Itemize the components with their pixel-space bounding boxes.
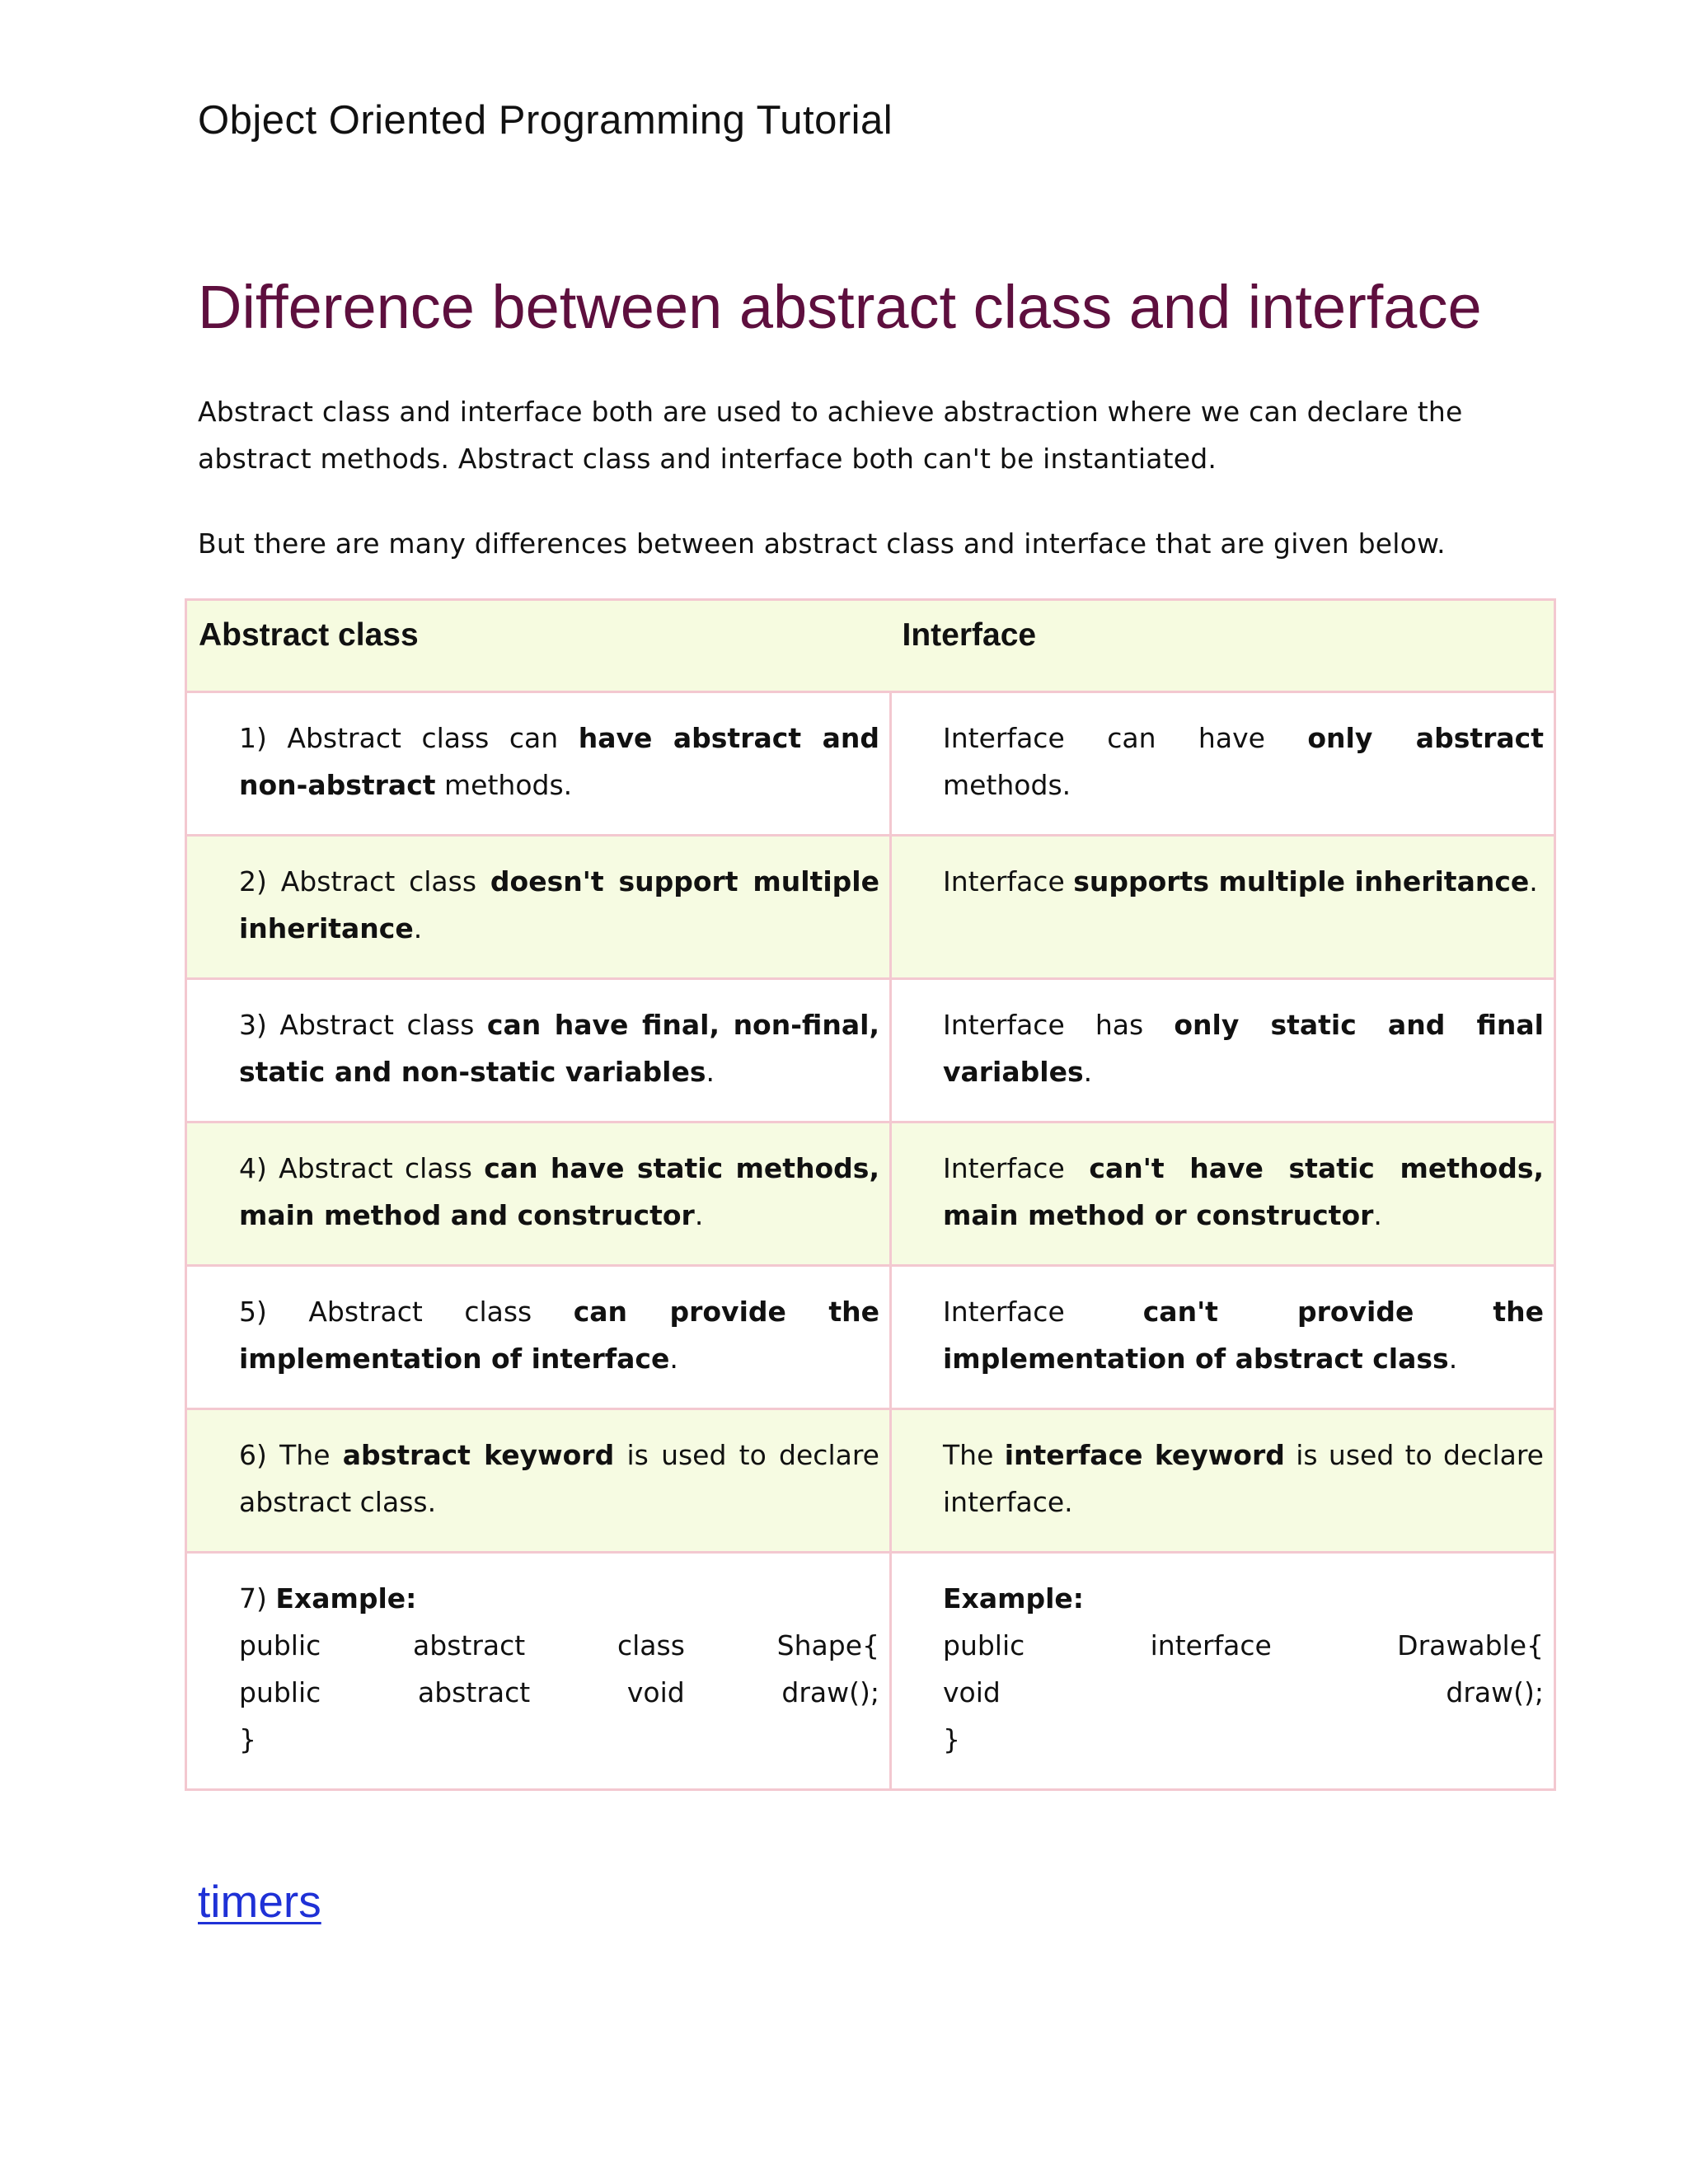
example-label-prefix: 7) (239, 1582, 276, 1615)
code-token: Shape{ (776, 1629, 879, 1661)
timers-link[interactable]: timers (198, 1876, 321, 1927)
example-label (943, 1575, 1544, 1622)
code-token: } (943, 1723, 960, 1755)
code-line (943, 1669, 1544, 1716)
cell-text: 4) Abstract class (239, 1152, 485, 1184)
example-label-text: Example: (943, 1582, 1084, 1615)
cell-text-bold: can't provide the implementation of abstract class (943, 1296, 1544, 1375)
cell-text: . (1529, 865, 1538, 898)
cell-interface (891, 692, 1555, 836)
cell-text-bold: can't have static methods, main method or constructor (943, 1152, 1544, 1231)
table-row (186, 1122, 1555, 1266)
code-token: abstract (413, 1629, 526, 1661)
code-line (943, 1716, 1544, 1763)
code-token: abstract (417, 1676, 531, 1708)
table-body (186, 692, 1555, 1790)
code-token: void (943, 1676, 1001, 1708)
cell-text: methods. (943, 769, 1071, 801)
cell-abstract-example (186, 1553, 891, 1790)
abstract-code-block (239, 1622, 879, 1763)
example-label (239, 1575, 879, 1622)
cell-text-bold: doesn't support multiple inheritance (239, 865, 880, 944)
cell-text: Interface (943, 1296, 1143, 1328)
interface-code-block (943, 1622, 1544, 1763)
cell-text-bold: can have final, non-final, static and non-static variables (239, 1009, 879, 1088)
cell-text: . (413, 912, 423, 944)
cell-text: . (1448, 1343, 1458, 1375)
cell-text: methods. (435, 769, 573, 801)
cell-interface (891, 1266, 1555, 1409)
cell-text-bold: abstract keyword (342, 1439, 615, 1471)
code-line (239, 1669, 879, 1716)
header-abstract-class: Abstract class (186, 600, 891, 692)
cell-text-bold: only abstract (1307, 722, 1544, 754)
cell-abstract-class (186, 1409, 891, 1553)
cell-text: . (694, 1199, 704, 1231)
table-row (186, 979, 1555, 1122)
code-token: public (239, 1676, 321, 1708)
cell-abstract-class (186, 692, 891, 836)
header-interface: Interface (891, 600, 1555, 692)
table-row (186, 1409, 1555, 1553)
cell-text-bold: only static and final variables (943, 1009, 1544, 1088)
cell-text: 2) Abstract class (239, 865, 490, 898)
cell-text: . (706, 1056, 715, 1088)
table-header-row (186, 600, 1555, 692)
cell-text-bold: interface keyword (1004, 1439, 1285, 1471)
cell-text-bold: can have static methods, main method and constructor (239, 1152, 879, 1231)
cell-text: Interface (943, 1152, 1090, 1184)
comparison-table (185, 598, 1556, 1791)
code-token: public (239, 1629, 321, 1661)
table-row (186, 692, 1555, 836)
cell-text-bold: can provide the implementation of interface (239, 1296, 879, 1375)
cell-text: 6) The (239, 1439, 343, 1471)
code-token: public (943, 1629, 1025, 1661)
cell-interface (891, 836, 1555, 979)
code-token: draw(); (781, 1676, 879, 1708)
code-token: } (239, 1723, 256, 1755)
lead-paragraph: But there are many differences between abstract class and interface that are given below. (198, 527, 1446, 560)
example-label-text: Example: (275, 1582, 417, 1615)
code-line (239, 1622, 879, 1669)
cell-text: Interface (943, 865, 1074, 898)
table-row (186, 1266, 1555, 1409)
code-token: void (626, 1676, 685, 1708)
table-row (186, 836, 1555, 979)
cell-text: 5) Abstract class (239, 1296, 574, 1328)
table-row-example (186, 1553, 1555, 1790)
intro-paragraph: Abstract class and interface both are used to achieve abstraction where we can declare the abstract methods. Abstract class and interface both can't be instantiated. (198, 396, 1463, 475)
running-header: Object Oriented Programming Tutorial (198, 98, 893, 143)
page-title: Difference between abstract class and interface (198, 273, 1482, 341)
code-token: interface (1150, 1629, 1272, 1661)
cell-interface (891, 1122, 1555, 1266)
code-token: class (617, 1629, 685, 1661)
cell-text: . (1373, 1199, 1382, 1231)
code-line (239, 1716, 879, 1763)
cell-abstract-class (186, 1266, 891, 1409)
cell-interface (891, 979, 1555, 1122)
cell-text-bold: have abstract and non-abstract (239, 722, 879, 801)
cell-abstract-class (186, 979, 891, 1122)
cell-text: The (943, 1439, 1005, 1471)
code-token: Drawable{ (1397, 1629, 1544, 1661)
cell-text: 3) Abstract class (239, 1009, 487, 1041)
cell-abstract-class (186, 1122, 891, 1266)
cell-abstract-class (186, 836, 891, 979)
cell-text: is used to declare interface. (943, 1439, 1544, 1518)
cell-text-bold: supports multiple inheritance (1073, 865, 1530, 898)
cell-interface (891, 1409, 1555, 1553)
cell-text: 1) Abstract class can (239, 722, 579, 754)
cell-text: is used to declare abstract class. (239, 1439, 879, 1518)
cell-interface-example (891, 1553, 1555, 1790)
cell-text: . (669, 1343, 678, 1375)
cell-text: Interface can have (943, 722, 1308, 754)
cell-text: Interface has (943, 1009, 1175, 1041)
cell-text: . (1083, 1056, 1093, 1088)
code-line (943, 1622, 1544, 1669)
code-token: draw(); (1446, 1676, 1544, 1708)
